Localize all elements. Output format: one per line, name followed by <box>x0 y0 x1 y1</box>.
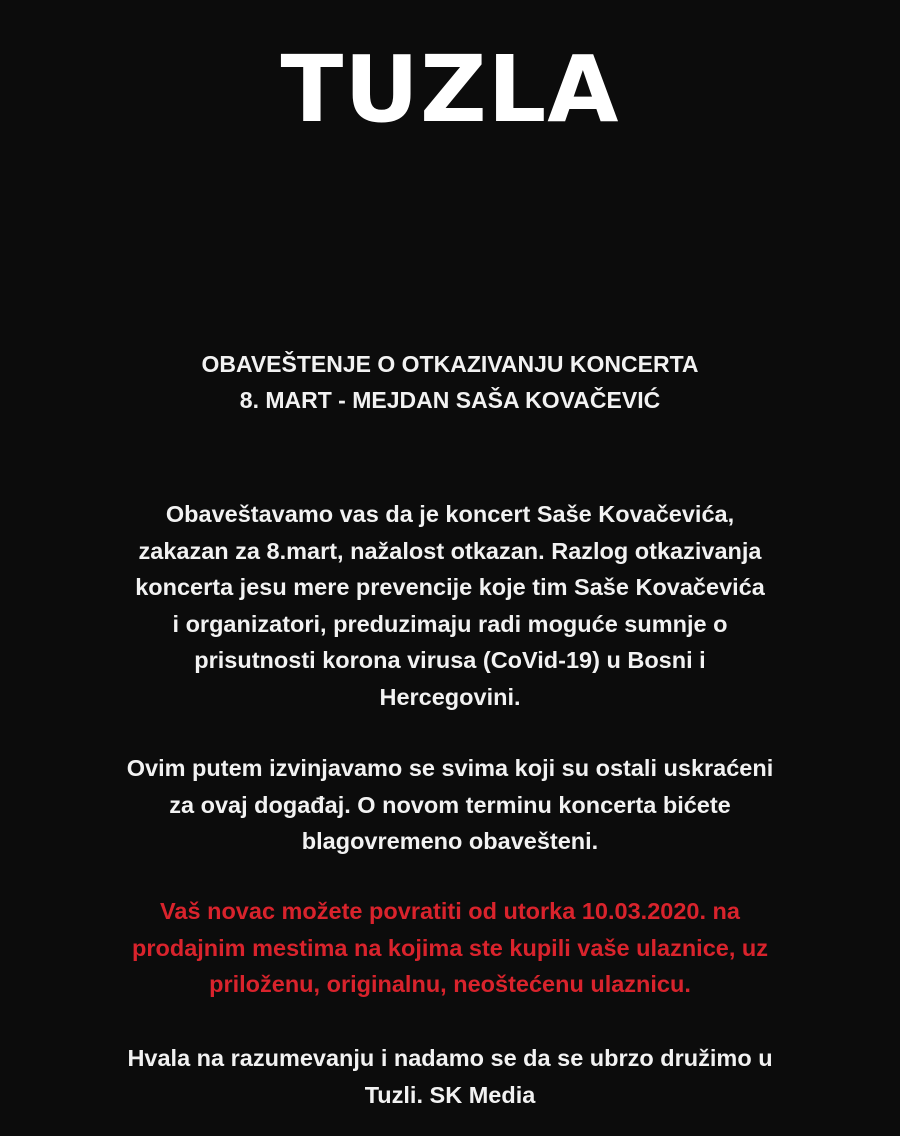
text-line: prisutnosti korona virusa (CoVid-19) u Bosni i <box>194 647 706 673</box>
text-line: Hercegovini. <box>379 683 521 710</box>
text-line: i organizatori, preduzimaju radi moguće sumnje o <box>172 610 728 637</box>
heading-line: OBAVEŠTENJE O OTKAZIVANJU KONCERTA <box>201 351 699 377</box>
notice-heading <box>0 346 900 418</box>
text-line: Tuzli. SK Media <box>364 1081 536 1108</box>
text-line: zakazan za 8.mart, nažalost otkazan. Razlog otkazivanja <box>138 537 762 564</box>
refund-line: prodajnim mestima na kojima ste kupili vaše ulaznice, uz <box>131 934 768 961</box>
text-line: za ovaj događaj. O novom terminu koncerta bićete <box>169 791 731 818</box>
text-line: blagovremeno obavešteni. <box>301 828 599 854</box>
heading-line: 8. MART - MEJDAN SAŠA KOVAČEVIĆ <box>239 387 661 413</box>
closing-paragraph <box>30 1040 870 1113</box>
refund-line: Vaš novac možete povratiti od utorka 10.03.2020. na <box>160 898 740 924</box>
city-title: TUZLA <box>280 36 620 143</box>
text-line: Obaveštavamo vas da je koncert Saše Kovačevića, <box>165 501 735 527</box>
refund-paragraph <box>30 893 870 1003</box>
apology-paragraph <box>30 750 870 860</box>
refund-line: priloženu, originalnu, neoštećenu ulaznicu. <box>209 971 691 997</box>
text-line: Ovim putem izvinjavamo se svima koji su ostali uskraćeni <box>126 755 774 781</box>
cancellation-paragraph <box>30 496 870 715</box>
text-line: Hvala na razumevanju i nadamo se da se ubrzo družimo u <box>127 1045 773 1071</box>
text-line: koncerta jesu mere prevencije koje tim Saše Kovačevića <box>135 574 765 600</box>
